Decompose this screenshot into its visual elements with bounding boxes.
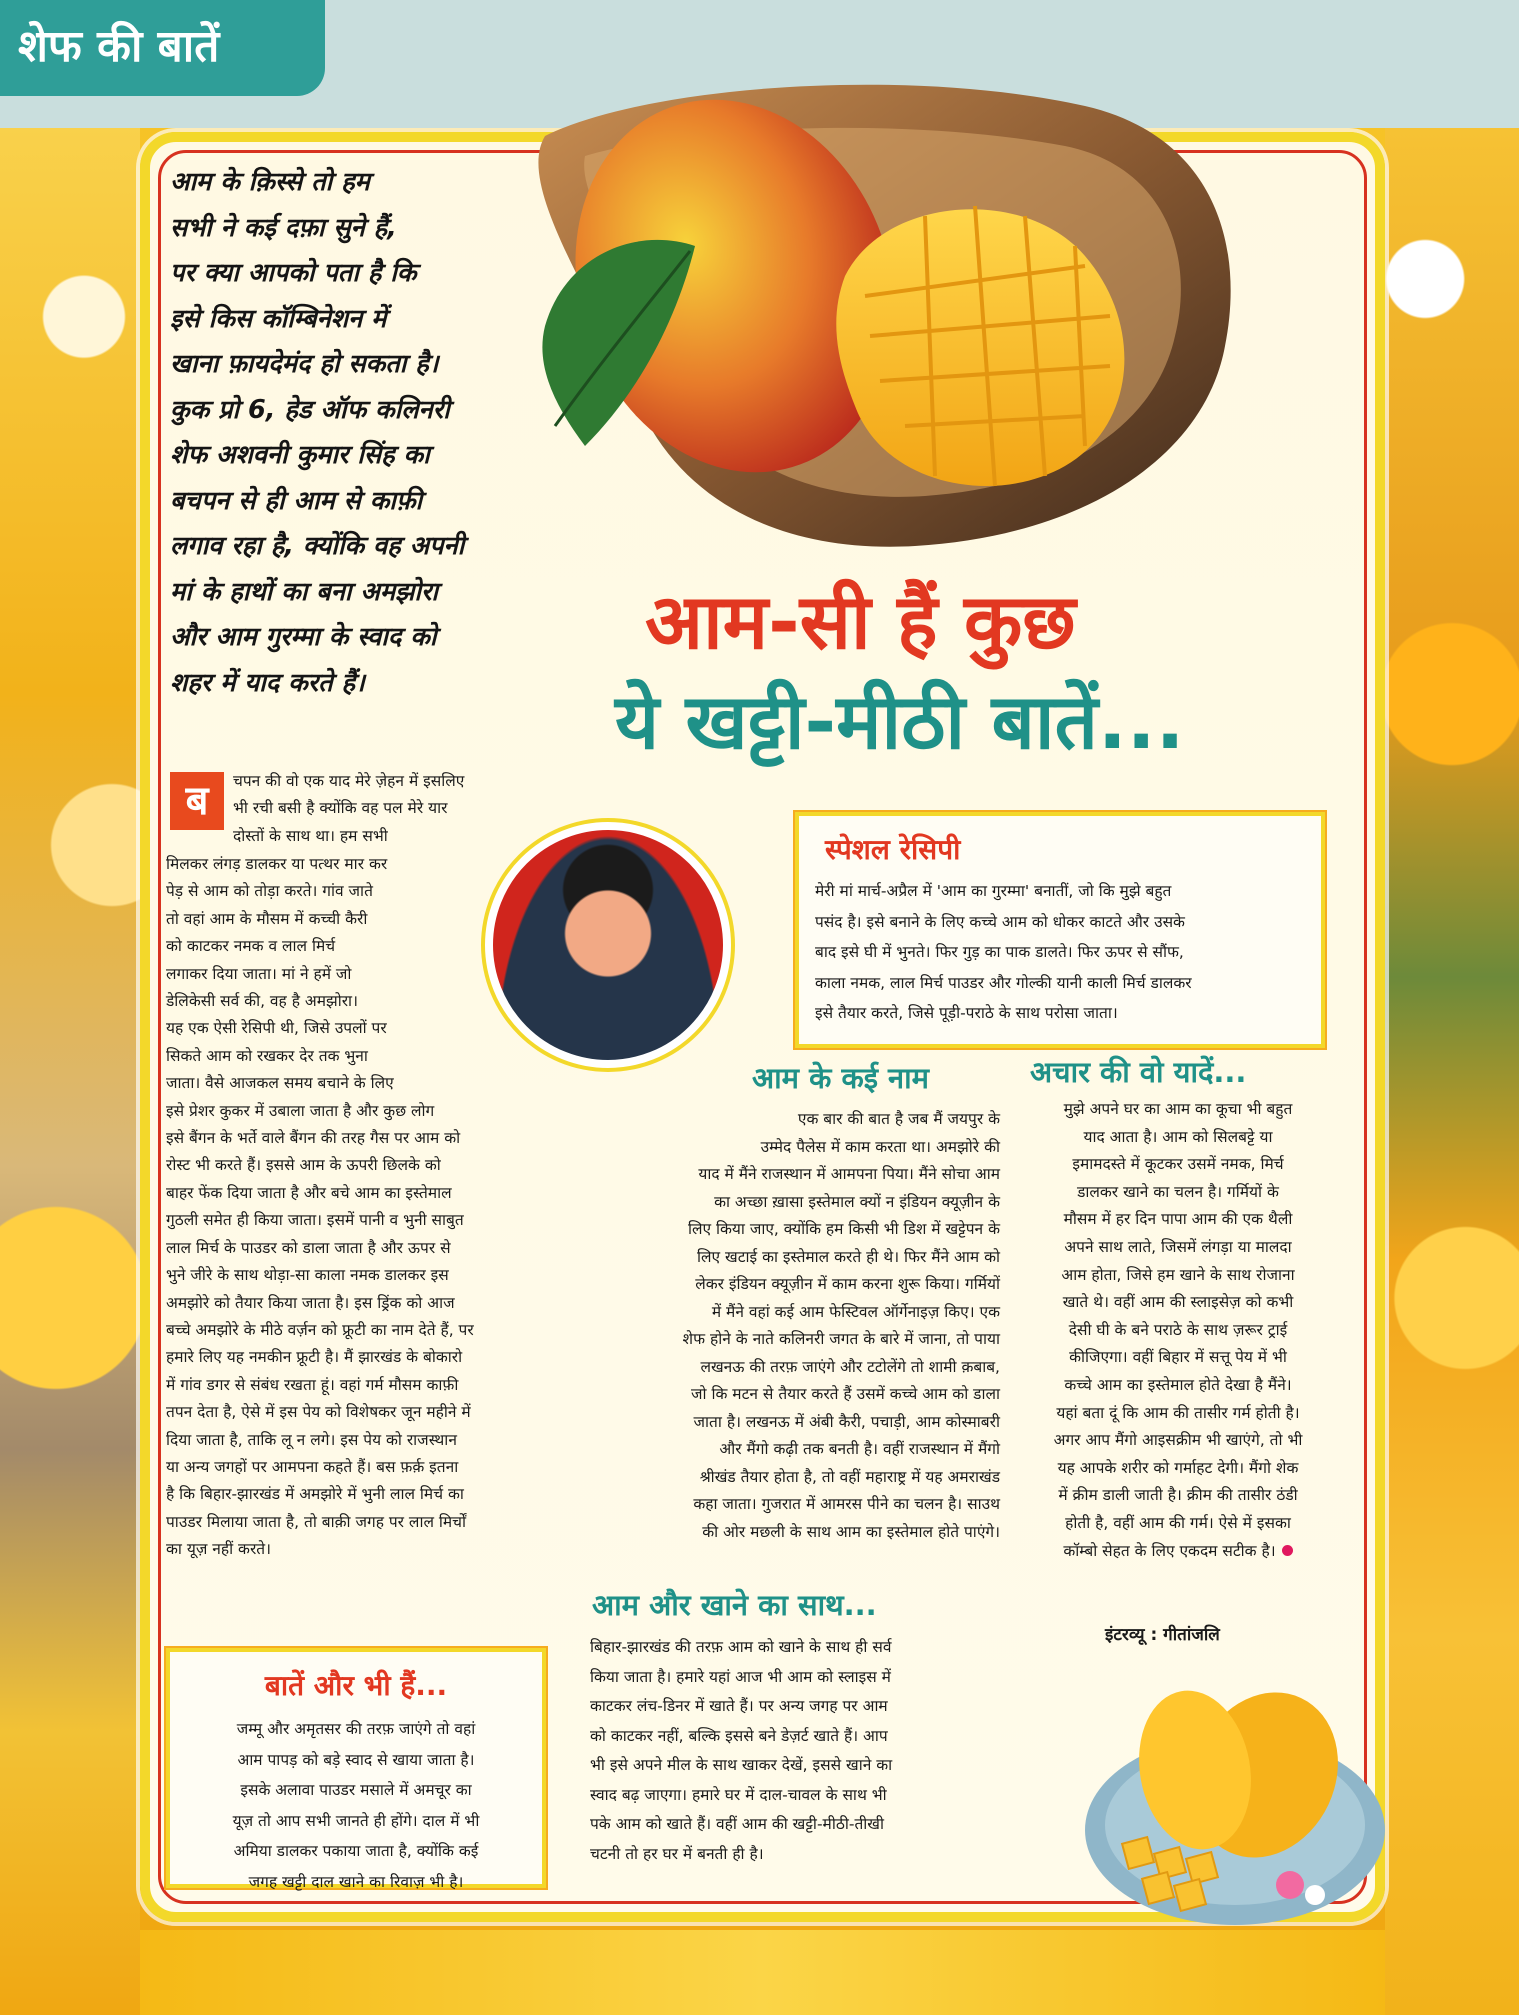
title-line-2: ये खट्टी-मीठी बातें... (615, 677, 1185, 766)
article-line: में गांव डगर से संबंध रखता हूं। वहां गर्म मौसम काफ़ी (166, 1375, 459, 1394)
body-line: होती है, वहीं आम की गर्म। ऐसे में इसका (1065, 1513, 1291, 1532)
intro-line: और आम गुरम्मा के स्वाद को (170, 622, 437, 652)
more-things-box (166, 1648, 546, 1891)
body-line: में क्रीम डाली जाती है। क्रीम की तासीर ठंडी (1058, 1486, 1298, 1505)
intro-line: इसे किस कॉम्बिनेशन में (170, 303, 387, 334)
background-photo-right (1385, 128, 1519, 2015)
article-line: डेलिकेसी सर्व की, वह है अमझोरा। (166, 992, 358, 1011)
article-line: दोस्तों के साथ था। हम सभी (233, 826, 388, 845)
article-line: पेड़ से आम को तोड़ा करते। गांव जाते (166, 882, 373, 901)
many-names-heading: आम के कई नाम (752, 1061, 929, 1095)
article-line: दिया जाता है, ताकि लू न लगे। इस पेय को राजस्थान (166, 1430, 457, 1449)
article-line: मिलकर लंगड़ डालकर या पत्थर मार कर (166, 855, 388, 873)
article-line: इसे बैंगन के भर्ते वाले बैंगन की तरह गैस पर आम को (166, 1129, 461, 1148)
recipe-line: मेरी मां मार्च-अप्रैल में 'आम का गुरम्मा' बनातीं, जो कि मुझे बहुत (815, 882, 1172, 900)
intro-line: बचपन से ही आम से काफ़ी (170, 485, 423, 516)
body-line: अमिया डालकर पकाया जाता है, क्योंकि कई (233, 1842, 479, 1860)
body-line: श्रीखंड तैयार होता है, तो वहीं महाराष्ट्र में यह अमराखंड (699, 1467, 1000, 1486)
article-line: तो वहां आम के मौसम में कच्ची कैरी (166, 909, 368, 928)
title-line-1: आम-सी हैं कुछ (645, 577, 1076, 666)
special-recipe-box (795, 812, 1325, 1048)
body-line: की ओर मछली के साथ आम का इस्तेमाल होते पाएंगे। (702, 1522, 1000, 1541)
article-line: हमारे लिए यह नमकीन फ्रूटी है। मैं झारखंड के बोकारो (166, 1348, 463, 1367)
recipe-line: बाद इसे घी में भुनते। फिर गुड़ का पाक डालते। फिर ऊपर से सौंफ, (815, 943, 1184, 961)
end-mark-icon (1282, 1545, 1293, 1556)
article-line: या अन्य जगहों पर आमपना कहते हैं। बस फ़र्क़ इतना (166, 1457, 459, 1476)
body-line: शेफ होने के नाते कलिनरी जगत के बारे में जाना, तो पाया (682, 1330, 1000, 1348)
intro-line: लगाव रहा है, क्योंकि वह अपनी (170, 531, 465, 561)
intro-line: कुक प्रो 6, हेड ऑफ कलिनरी (170, 394, 450, 425)
intro-line: मां के हाथों का बना अमझोरा (170, 576, 439, 607)
background-photo-left (0, 128, 140, 2015)
body-line: लेकर इंडियन क्यूज़ीन में काम करना शुरू किया। गर्मियों (695, 1275, 1000, 1293)
body-line: उम्मेद पैलेस में काम करता था। अमझोरे की (760, 1137, 1000, 1156)
article-line: का यूज़ नहीं करते। (166, 1540, 271, 1559)
with-food-body (590, 1633, 990, 1869)
chef-portrait (485, 822, 731, 1068)
body-line: और मैंगो कढ़ी तक बनती है। वहीं राजस्थान में मैंगो (719, 1440, 1000, 1458)
body-line: लखनऊ की तरफ़ जाएंगे और टटोलेंगे तो शामी क़बाब, (700, 1357, 1000, 1376)
article-line: रोस्ट भी करते हैं। इससे आम के ऊपरी छिलके को (166, 1156, 441, 1175)
mango-bowl-image (525, 66, 1245, 586)
body-line (1028, 1538, 1328, 1566)
article-line: बाहर फेंक दिया जाता है और बचे आम का इस्तेमाल (166, 1183, 452, 1202)
body-line: एक बार की बात है जब मैं जयपुर के (797, 1110, 1000, 1128)
intro-line: शेफ अशवनी कुमार सिंह का (170, 440, 430, 470)
body-line: यहां बता दूं कि आम की तासीर गर्म होती है। (1056, 1403, 1300, 1422)
intro-line: खाना फ़ायदेमंद हो सकता है। (170, 349, 439, 379)
body-line: कीजिएगा। वहीं बिहार में सत्तू पेय में भी (1069, 1348, 1287, 1367)
article-title (615, 572, 1335, 772)
article-line: लाल मिर्च के पाउडर को डाला जाता है और ऊपर से (166, 1238, 451, 1257)
article-line: बच्चे अमझोरे के मीठे वर्ज़न को फ्रूटी का नाम देते हैं, पर (166, 1320, 474, 1339)
article-line: अमझोरे को तैयार किया जाता है। इस ड्रिंक को आज (166, 1293, 455, 1312)
body-line: चटनी तो हर घर में बनती ही है। (590, 1844, 764, 1863)
body-line: डालकर खाने का चलन है। गर्मियों के (1077, 1182, 1279, 1201)
body-line: अगर आप मैंगो आइसक्रीम भी खाएंगे, तो भी (1053, 1431, 1303, 1450)
body-line: यह आपके शरीर को गर्माहट देगी। मैंगो शेक (1057, 1458, 1299, 1477)
article-line: भुने जीरे के साथ थोड़ा-सा काला नमक डालकर इस (166, 1266, 449, 1285)
article-opening (233, 768, 523, 850)
article-line: इसे प्रेशर कुकर में उबाला जाता है और कुछ लोग (166, 1101, 435, 1120)
body-line: यूज़ तो आप सभी जानते ही होंगे। दाल में भी (232, 1811, 480, 1830)
article-line: पाउडर मिलाया जाता है, तो बाक़ी जगह पर लाल मिर्चों (166, 1512, 467, 1531)
body-line: कच्चे आम का इस्तेमाल होते देखा है मैंने। (1064, 1375, 1292, 1394)
body-line: इसके अलावा पाउडर मसाले में अमचूर का (240, 1781, 472, 1799)
body-line-last: कॉम्बो सेहत के लिए एकदम सटीक है। (1063, 1541, 1276, 1560)
body-line: मौसम में हर दिन पापा आम की एक थैली (1063, 1210, 1293, 1229)
body-line: पके आम को खाते हैं। वहीं आम की खट्टी-मीठी-तीखी (590, 1815, 884, 1833)
with-food-heading: आम और खाने का साथ... (592, 1588, 877, 1622)
body-line: बिहार-झारखंड की तरफ़ आम को खाने के साथ ही सर्व (590, 1638, 892, 1656)
article-line: को काटकर नमक व लाल मिर्च (166, 937, 336, 956)
pickle-memories-body (1028, 1096, 1328, 1565)
recipe-line: इसे तैयार करते, जिसे पूड़ी-पराठे के साथ परोसा जाता। (815, 1004, 1118, 1022)
body-line: इमामदस्ते में कूटकर उसमें नमक, मिर्च (1072, 1155, 1284, 1174)
article-line: लगाकर दिया जाता। मां ने हमें जो (166, 964, 352, 983)
recipe-line: पसंद है। इसे बनाने के लिए कच्चे आम को धोकर काटते और उसके (815, 912, 1185, 931)
body-line: जाता है। लखनऊ में अंबी कैरी, पचाड़ी, आम कोस्माबरी (693, 1412, 1000, 1431)
body-line: खाते थे। वहीं आम की स्लाइसेज़ को कभी (1062, 1293, 1294, 1312)
mango-plate-image (1065, 1680, 1385, 1930)
intro-line: पर क्या आपको पता है कि (170, 258, 417, 288)
body-line: याद आता है। आम को सिलबट्टे या (1083, 1127, 1273, 1146)
body-line: में मैंने वहां कई आम फेस्टिवल ऑर्गेनाइज़ किए। एक (711, 1302, 1000, 1321)
body-line: आम पापड़ को बड़े स्वाद से खाया जाता है। (237, 1750, 475, 1769)
background-photo-bottom (140, 1930, 1385, 2015)
intro-paragraph (170, 160, 610, 706)
recipe-line: काला नमक, लाल मिर्च पाउडर और गोल्की यानी काली मिर्च डालकर (815, 973, 1192, 992)
body-line: काटकर लंच-डिनर में खाते हैं। पर अन्य जगह पर आम (590, 1697, 888, 1715)
body-line: देसी घी के बने पराठे के साथ ज़रूर ट्राई (1068, 1320, 1288, 1339)
article-line: जाता। वैसे आजकल समय बचाने के लिए (166, 1074, 394, 1093)
body-line: को काटकर नहीं, बल्कि इससे बने डेज़र्ट खाते हैं। आप (590, 1726, 888, 1745)
body-line: जम्मू और अमृतसर की तरफ़ जाएंगे तो वहां (236, 1720, 476, 1738)
body-line: याद में मैंने राजस्थान में आमपना पिया। मैंने सोचा आम (698, 1165, 1000, 1183)
article-line: चपन की वो एक याद मेरे ज़ेहन में इसलिए (233, 772, 465, 790)
article-line: सिकते आम को रखकर देर तक भुना (166, 1046, 368, 1065)
intro-line: शहर में याद करते हैं। (170, 667, 365, 698)
interview-byline: इंटरव्यू : गीतांजलि (1105, 1625, 1220, 1645)
article-line: तपन देता है, ऐसे में इस पेय को विशेषकर जून महीने में (166, 1403, 471, 1422)
intro-line: आम के क़िस्से तो हम (170, 167, 370, 197)
article-line: गुठली समेत ही किया जाता। इसमें पानी व भुनी साबुत (166, 1211, 464, 1230)
intro-line: सभी ने कई दफ़ा सुने हैं, (170, 212, 397, 243)
more-things-heading: बातें और भी हैं... (264, 1669, 448, 1702)
drop-cap: ब (170, 772, 224, 830)
article-line: है कि बिहार-झारखंड में अमझोरे में भुनी लाल मिर्च का (166, 1485, 464, 1504)
section-title: शेफ की बातें (18, 21, 220, 72)
body-line: लिए खटाई का इस्तेमाल करते ही थे। फिर मैंने आम को (697, 1247, 1000, 1266)
body-line: का अच्छा ख़ासा इस्तेमाल क्यों न इंडियन क्यूज़ीन के (714, 1192, 1000, 1211)
article-line: भी रची बसी है क्योंकि वह पल मेरे यार (233, 799, 448, 818)
pickle-memories-heading: अचार की वो यादें... (1030, 1055, 1247, 1089)
body-line: अपने साथ लाते, जिसमें लंगड़ा या मालदा (1064, 1237, 1292, 1256)
body-line: भी इसे अपने मील के साथ खाकर देखें, इससे खाने का (590, 1756, 893, 1774)
special-recipe-heading: स्पेशल रेसिपी (825, 833, 961, 866)
body-line: मुझे अपने घर का आम का कूचा भी बहुत (1063, 1100, 1293, 1118)
many-names-body (590, 1106, 1000, 1546)
body-line: जगह खट्टी दाल खाने का रिवाज़ भी है। (248, 1872, 464, 1891)
body-line: किया जाता है। हमारे यहां आज भी आम को स्लाइस में (590, 1667, 891, 1686)
article-line: यह एक ऐसी रेसिपी थी, जिसे उपलों पर (166, 1019, 387, 1038)
section-header (0, 0, 325, 96)
body-line: स्वाद बढ़ जाएगा। हमारे घर में दाल-चावल के साथ भी (590, 1785, 887, 1804)
body-line: लिए किया जाए, क्योंकि हम किसी भी डिश में खट्टेपन के (687, 1220, 1000, 1238)
body-line: जो कि मटन से तैयार करते हैं उसमें कच्चे आम को डाला (691, 1385, 1000, 1403)
body-line: आम होता, जिसे हम खाने के साथ रोजाना (1061, 1265, 1295, 1284)
body-line: कहा जाता। गुजरात में आमरस पीने का चलन है। साउथ (693, 1495, 1000, 1513)
